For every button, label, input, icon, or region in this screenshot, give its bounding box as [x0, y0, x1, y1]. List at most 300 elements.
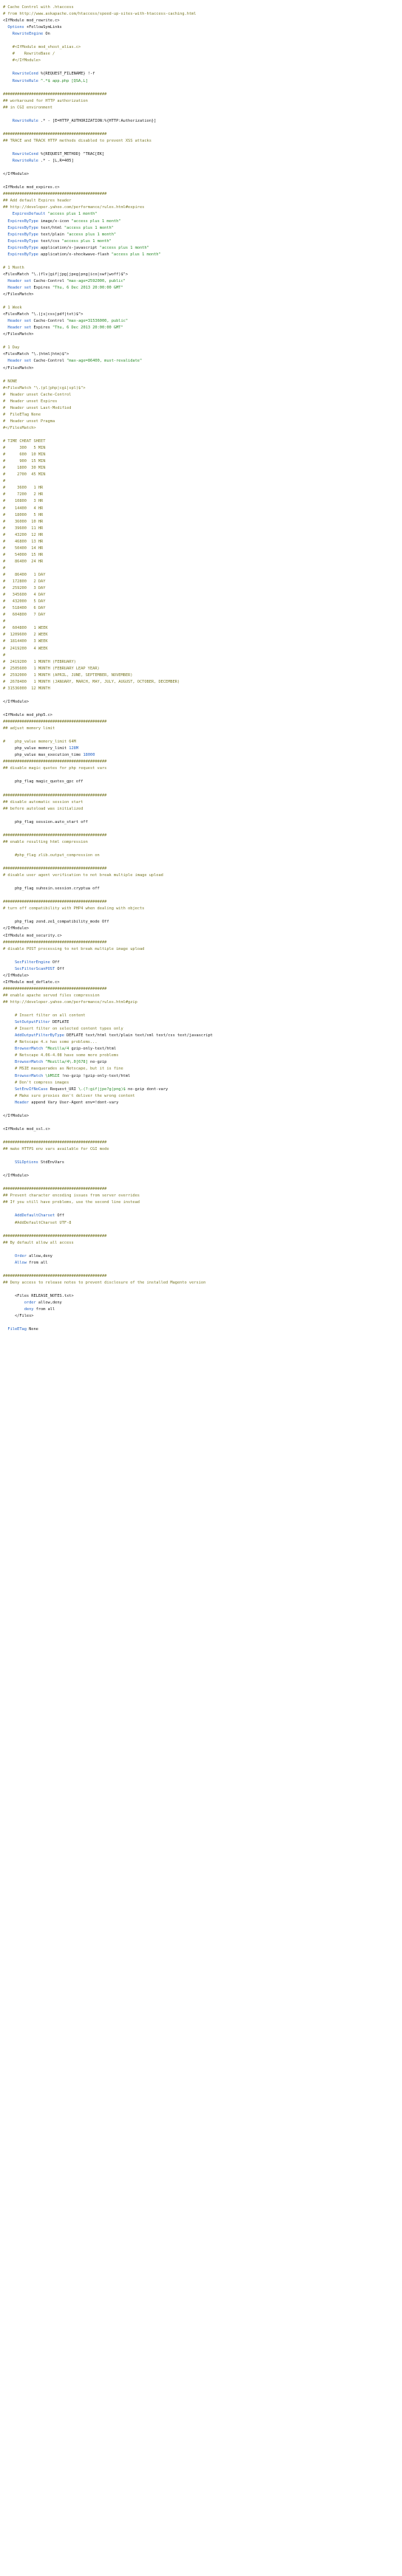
code-line [3, 1240, 399, 1247]
code-token: ############################################ [3, 867, 107, 872]
code-line [3, 899, 399, 906]
code-line [3, 599, 399, 605]
code-line [3, 98, 399, 105]
code-token: # php_value memory_limit 64M [3, 740, 76, 745]
code-line [3, 806, 399, 813]
code-token: .* - [E=HTTP_AUTHORIZATION:%{HTTP:Authorization}] [41, 118, 157, 123]
code-line [3, 565, 399, 572]
code-line [3, 85, 399, 92]
code-token: <IfModule mod_expires.c> [3, 185, 60, 190]
code-line [3, 458, 399, 465]
code-line [3, 298, 399, 305]
code-token: </Files> [3, 1314, 34, 1319]
code-token: Header set [3, 278, 34, 283]
code-line [3, 118, 399, 125]
code-token: "access plus 1 month" [99, 245, 149, 250]
code-token: ## disable magic quotes for php request vars [3, 766, 107, 771]
code-line [3, 1287, 399, 1293]
code-token: # 1 Day [3, 345, 20, 351]
code-line [3, 365, 399, 372]
code-token: ############################################ [3, 131, 107, 137]
code-token: php_flag zend.ze1_compatibility_mode Off [3, 920, 109, 925]
code-token: </IfModule> [3, 926, 30, 931]
code-token: # 604800 7 DAY [3, 613, 46, 618]
code-token: # 900 15 MIN [3, 459, 46, 464]
code-token: +FollowSymLinks [26, 25, 62, 30]
code-token: # Netscape 4.x has some problems... [3, 1040, 98, 1045]
code-token: # 1209600 2 WEEK [3, 633, 48, 638]
code-line [3, 752, 399, 759]
code-line [3, 652, 399, 659]
code-line [3, 552, 399, 559]
code-line [3, 999, 399, 1006]
code-line [3, 532, 399, 539]
code-line [3, 1313, 399, 1320]
code-line [3, 1306, 399, 1313]
code-token: ## TRACE and TRACK HTTP methods disabled to prevent XSS attacks [3, 138, 151, 143]
code-line [3, 338, 399, 345]
code-line [3, 399, 399, 405]
code-token: </FilesMatch> [3, 365, 34, 371]
code-token: from all [35, 1307, 55, 1312]
code-line [3, 278, 399, 285]
code-line [3, 158, 399, 165]
code-line [3, 886, 399, 892]
code-token: # 1 Month [3, 265, 24, 270]
code-token: php_flag suhosin.session.cryptua off [3, 886, 100, 892]
code-line [3, 839, 399, 846]
code-token: # MSIE masquerades as Netscape, but it is fine [3, 1067, 123, 1072]
code-line [3, 679, 399, 686]
code-token: ExpiresByType [3, 245, 41, 250]
code-token: RewriteRule [3, 159, 41, 164]
code-token: "access plus 1 month" [71, 218, 121, 224]
code-line [3, 1247, 399, 1253]
code-line [3, 171, 399, 178]
code-token: # disable POST processing to not break multiple image upload [3, 946, 145, 951]
code-line [3, 1019, 399, 1026]
code-line [3, 1213, 399, 1219]
code-token: ############################################ [3, 192, 107, 197]
code-token: .* - [L,R=405] [41, 159, 74, 164]
code-token: # NONE [3, 379, 18, 384]
code-token: ExpiresByType [3, 238, 41, 244]
code-token: "access plus 1 month" [61, 238, 112, 244]
code-line [3, 1066, 399, 1072]
code-line [3, 1053, 399, 1059]
code-token: # 46800 13 HR [3, 539, 44, 544]
code-line [3, 1293, 399, 1300]
code-token: allow,deny [29, 1253, 52, 1258]
code-token: RewriteEngine [3, 32, 46, 37]
code-line [3, 772, 399, 779]
code-line [3, 285, 399, 292]
code-token: Cache-Control [33, 359, 67, 364]
code-token: <IfModule mod_ssl.c> [3, 1126, 50, 1132]
code-token: ExpiresByType [3, 225, 41, 230]
code-line [3, 1133, 399, 1140]
code-line [3, 1086, 399, 1093]
code-line [3, 819, 399, 826]
code-line [3, 759, 399, 765]
code-line [3, 986, 399, 993]
code-token: DEFLATE text/html text/plain text/xml text/css text/javascript [67, 1033, 213, 1039]
code-token: allow,deny [38, 1301, 62, 1306]
code-line [3, 452, 399, 458]
code-line [3, 1033, 399, 1039]
code-line [3, 385, 399, 392]
code-line [3, 892, 399, 899]
code-token: # Header unset Expires [3, 399, 58, 404]
code-line [3, 1320, 399, 1326]
code-token: Off [57, 1213, 64, 1219]
code-token: #php_flag zlib.output_compression on [3, 853, 100, 858]
code-line [3, 1260, 399, 1267]
code-token: text/plain [41, 232, 67, 237]
code-line [3, 258, 399, 265]
code-line [3, 465, 399, 472]
code-token: deny [3, 1307, 36, 1312]
code-line [3, 686, 399, 692]
code-line [3, 1146, 399, 1153]
code-token: "Thu, 6 Dec 2013 20:00:00 GMT" [52, 285, 123, 290]
code-token: Cache-Control [33, 278, 67, 283]
code-line [3, 432, 399, 438]
code-token: php_flag session.auto_start off [3, 819, 88, 824]
code-token: SetEnvIfNoCase [3, 1086, 50, 1092]
code-line [3, 478, 399, 485]
code-token: php_flag magic_quotes_gpc off [3, 779, 84, 785]
code-token: "max-age=31536000, public" [67, 319, 129, 324]
code-token: # 1 Week [3, 306, 22, 311]
code-token: Options [3, 25, 27, 30]
code-token: RewriteCond [3, 152, 41, 157]
code-token: 128M [69, 746, 79, 751]
code-token: # [3, 479, 6, 484]
code-line [3, 1267, 399, 1273]
code-line [3, 638, 399, 645]
code-token: # Header unset Pragma [3, 419, 55, 424]
code-token: ############################################ [3, 1187, 107, 1192]
code-token: #<FilesMatch "\.(pl|php|cgi|spl)$"> [3, 385, 86, 390]
code-token: # Header unset Cache-Control [3, 392, 72, 397]
code-token: <IfModule mod_security.c> [3, 933, 62, 938]
code-token: ## enable apache served files compression [3, 993, 100, 998]
code-line [3, 245, 399, 252]
code-token: no-gzip [87, 1060, 107, 1065]
code-token: "max-age=86400, must-revalidate" [67, 359, 143, 364]
code-token: #AddDefaultCharset UTF-8 [3, 1220, 72, 1225]
code-token: "max-age=2592000, public" [67, 278, 126, 283]
code-line [3, 358, 399, 365]
code-token: AddOutputFilterByType [3, 1033, 67, 1039]
code-token: # Header unset Last-Modified [3, 405, 72, 410]
code-token: Off [52, 960, 60, 965]
code-token: SetOutputFilter [3, 1020, 52, 1025]
code-line [3, 739, 399, 745]
code-token: # 2419200 4 WEEK [3, 646, 48, 651]
code-line [3, 405, 399, 412]
code-line [3, 559, 399, 565]
code-token: </IfModule> [3, 1113, 30, 1118]
code-line [3, 793, 399, 799]
code-line [3, 506, 399, 512]
code-token: application/x-javascript [41, 245, 100, 250]
code-line [3, 305, 399, 311]
code-token: # turn off compatibility with PHP4 when dealing with objects [3, 906, 145, 912]
code-token: !no-gzip !gzip-only-text/html [59, 1073, 131, 1078]
code-line [3, 412, 399, 419]
code-token: ############################################ [3, 1140, 107, 1145]
code-token: ## before autoload was initialized [3, 806, 84, 811]
code-line [3, 572, 399, 579]
code-token: \bMSIE [45, 1073, 60, 1078]
code-token: Header [3, 1100, 32, 1105]
code-token: # 600 10 MIN [3, 452, 46, 458]
code-token: <FilesMatch "\.(html|htm)$"> [3, 352, 69, 357]
code-token: php_value memory_limit [3, 746, 69, 751]
code-token: ############################################ [3, 986, 107, 991]
code-token: gzip-only-text/html [69, 1047, 117, 1052]
code-token: Header set [3, 359, 34, 364]
code-line [3, 659, 399, 666]
code-token: # 2678400 1 MONTH (JANUARY, MARCH, MAY, JULY, AUGUST, OCTOBER, DECEMBER) [3, 679, 180, 684]
code-line [3, 345, 399, 351]
code-line [3, 1059, 399, 1066]
code-line [3, 859, 399, 866]
code-token: ## Prevent character encoding issues from server overrides [3, 1194, 140, 1199]
code-line [3, 785, 399, 792]
code-line [3, 846, 399, 853]
code-line [3, 1126, 399, 1133]
code-token: BrowserMatch [3, 1060, 46, 1065]
code-token: ############################################ [3, 940, 107, 945]
code-token: # 10800 3 HR [3, 499, 44, 504]
code-line [3, 926, 399, 932]
code-token: ############################################ [3, 760, 107, 765]
code-line [3, 1326, 399, 1333]
code-token: "Thu, 6 Dec 2013 20:00:00 GMT" [52, 326, 123, 331]
code-line [3, 1039, 399, 1046]
code-token: ExpiresByType [3, 232, 41, 237]
code-token: # 36000 10 HR [3, 519, 44, 524]
code-token: RewriteRule [3, 78, 41, 83]
code-line [3, 1106, 399, 1113]
code-token: ############################################ [3, 1273, 107, 1278]
code-token: "access plus 1 month" [64, 225, 114, 230]
code-line [3, 1026, 399, 1033]
code-token: order [3, 1301, 38, 1306]
code-line [3, 292, 399, 298]
code-token: <IfModule mod_deflate.c> [3, 979, 60, 985]
code-token: ^.*$ app.php [QSA,L] [41, 78, 88, 83]
code-line [3, 1073, 399, 1080]
code-token: # 86400 24 HR [3, 559, 44, 564]
code-line [3, 265, 399, 272]
code-token: # 39600 11 HR [3, 526, 44, 531]
code-token: # 1800 30 MIN [3, 466, 46, 471]
code-token: SSLOptions [3, 1160, 41, 1165]
code-line [3, 1186, 399, 1193]
code-line [3, 1166, 399, 1173]
code-line [3, 526, 399, 532]
code-line [3, 1173, 399, 1179]
code-line [3, 1300, 399, 1306]
code-line [3, 919, 399, 926]
code-line [3, 4, 399, 11]
code-token: SecFilterEngine [3, 960, 52, 965]
code-token: <IfModule mod_rewrite.c> [3, 18, 60, 24]
code-token: </FilesMatch> [3, 332, 34, 337]
code-line [3, 438, 399, 445]
code-token: ## Add default Expires header [3, 199, 72, 204]
code-token: ## http://developer.yahoo.com/performance/rules.html#expires [3, 205, 145, 210]
code-token: \.(?:gif|jpe?g|png)$ [78, 1086, 126, 1092]
code-line [3, 1199, 399, 1206]
code-token: ############################################ [3, 1233, 107, 1239]
code-line [3, 719, 399, 726]
code-line [3, 692, 399, 699]
code-line [3, 92, 399, 98]
code-token: </IfModule> [3, 1174, 30, 1179]
code-token: php_value max_execution_time [3, 753, 84, 758]
code-line [3, 211, 399, 218]
code-line [3, 579, 399, 585]
code-line [3, 31, 399, 38]
code-token: ## http://developer.yahoo.com/performance/rules.html#gzip [3, 999, 137, 1005]
code-token: Header set [3, 285, 34, 290]
code-line [3, 51, 399, 58]
code-token: # 2592000 1 MONTH (APRIL, JUNE, SEPTEMBER, NOVEMBER) [3, 672, 133, 678]
code-line [3, 799, 399, 806]
code-line [3, 185, 399, 191]
code-token: text/html [41, 225, 64, 230]
code-line [3, 71, 399, 78]
code-token: # TIME CHEAT SHEET [3, 439, 46, 444]
code-token: # 7200 2 HR [3, 492, 44, 497]
code-line [3, 672, 399, 679]
code-token: <FilesMatch "\.(flv|gif|jpg|jpeg|png|ico|swf|woff)$"> [3, 272, 129, 277]
code-line [3, 813, 399, 819]
code-token: ## enable resulting html compression [3, 839, 88, 844]
code-line [3, 779, 399, 785]
code-token: Cache-Control [33, 319, 67, 324]
code-token: ############################################ [3, 900, 107, 905]
code-line [3, 252, 399, 258]
code-token: Header set [3, 319, 34, 324]
code-line [3, 979, 399, 986]
code-token: Request_URI [50, 1086, 79, 1092]
code-token: ## in CGI environment [3, 105, 52, 110]
code-line [3, 879, 399, 886]
code-line [3, 372, 399, 379]
code-token: # FileETag None [3, 412, 41, 417]
code-token: ############################################ [3, 793, 107, 798]
code-token: # from http://www.askapache.com/htaccess/speed-up-sites-with-htaccess-caching.html [3, 12, 197, 17]
code-line [3, 191, 399, 198]
code-line [3, 1080, 399, 1086]
code-token: Allow [3, 1260, 30, 1265]
code-token: ExpiresByType [3, 218, 41, 224]
code-line [3, 111, 399, 118]
code-line [3, 512, 399, 519]
code-line [3, 138, 399, 145]
code-line [3, 745, 399, 752]
code-line [3, 485, 399, 492]
code-token: DEFLATE [52, 1020, 69, 1025]
code-token: # 259200 3 DAY [3, 586, 46, 591]
code-line [3, 1013, 399, 1019]
code-line [3, 592, 399, 599]
code-line [3, 605, 399, 612]
code-token: # 518400 6 DAY [3, 606, 46, 611]
code-token: # 432000 5 DAY [3, 599, 46, 605]
code-line [3, 1273, 399, 1280]
code-line [3, 585, 399, 592]
code-line [3, 178, 399, 185]
code-token: ############################################ [3, 720, 107, 725]
code-line [3, 726, 399, 732]
code-line [3, 1046, 399, 1053]
code-token: #</IfModule> [3, 58, 41, 63]
code-line [3, 632, 399, 638]
code-line [3, 866, 399, 872]
code-token: "access plus 1 month" [67, 232, 117, 237]
code-token: ExpiresDefault [3, 212, 48, 217]
code-token: # Insert filter on all content [3, 1013, 86, 1019]
code-line [3, 953, 399, 960]
code-token: # [3, 652, 6, 658]
code-token: no-gzip dont-vary [125, 1086, 168, 1092]
code-token: ## By default allow all access [3, 1240, 74, 1245]
code-line [3, 1140, 399, 1146]
code-token: # 345600 4 DAY [3, 593, 46, 598]
code-token: RewriteCond [3, 72, 41, 77]
code-token: %{REQUEST_FILENAME} !-f [41, 72, 95, 77]
code-token: image/x-icon [41, 218, 72, 224]
code-token: ## Deny access to release notes to prevent disclosure of the installed Magento version [3, 1280, 206, 1285]
code-line [3, 625, 399, 632]
code-line [3, 445, 399, 452]
code-token: # 300 5 MIN [3, 446, 46, 451]
code-token: RewriteRule [3, 118, 41, 123]
code-line [3, 151, 399, 158]
code-line [3, 940, 399, 946]
code-token: Expires [33, 285, 52, 290]
code-token: On [45, 32, 50, 37]
code-token: # [3, 619, 6, 624]
code-line [3, 1093, 399, 1100]
code-line [3, 826, 399, 833]
code-line [3, 960, 399, 966]
code-token: # 2505600 1 MONTH (FEBRUARY LEAP YEAR) [3, 666, 100, 671]
code-line [3, 973, 399, 979]
code-token: Off [57, 966, 64, 971]
code-line [3, 165, 399, 171]
code-token: </IfModule> [3, 973, 30, 978]
code-token: 18000 [83, 753, 95, 758]
code-line [3, 58, 399, 64]
code-line [3, 1233, 399, 1240]
code-line [3, 912, 399, 919]
code-line [3, 379, 399, 385]
code-token: from all [29, 1260, 48, 1265]
code-token: # 3600 1 HR [3, 486, 44, 491]
code-token: # 172800 2 DAY [3, 579, 46, 585]
code-token: # Don't compress images [3, 1080, 69, 1085]
code-line [3, 966, 399, 973]
code-token: ## workaround for HTTP authorization [3, 98, 88, 103]
